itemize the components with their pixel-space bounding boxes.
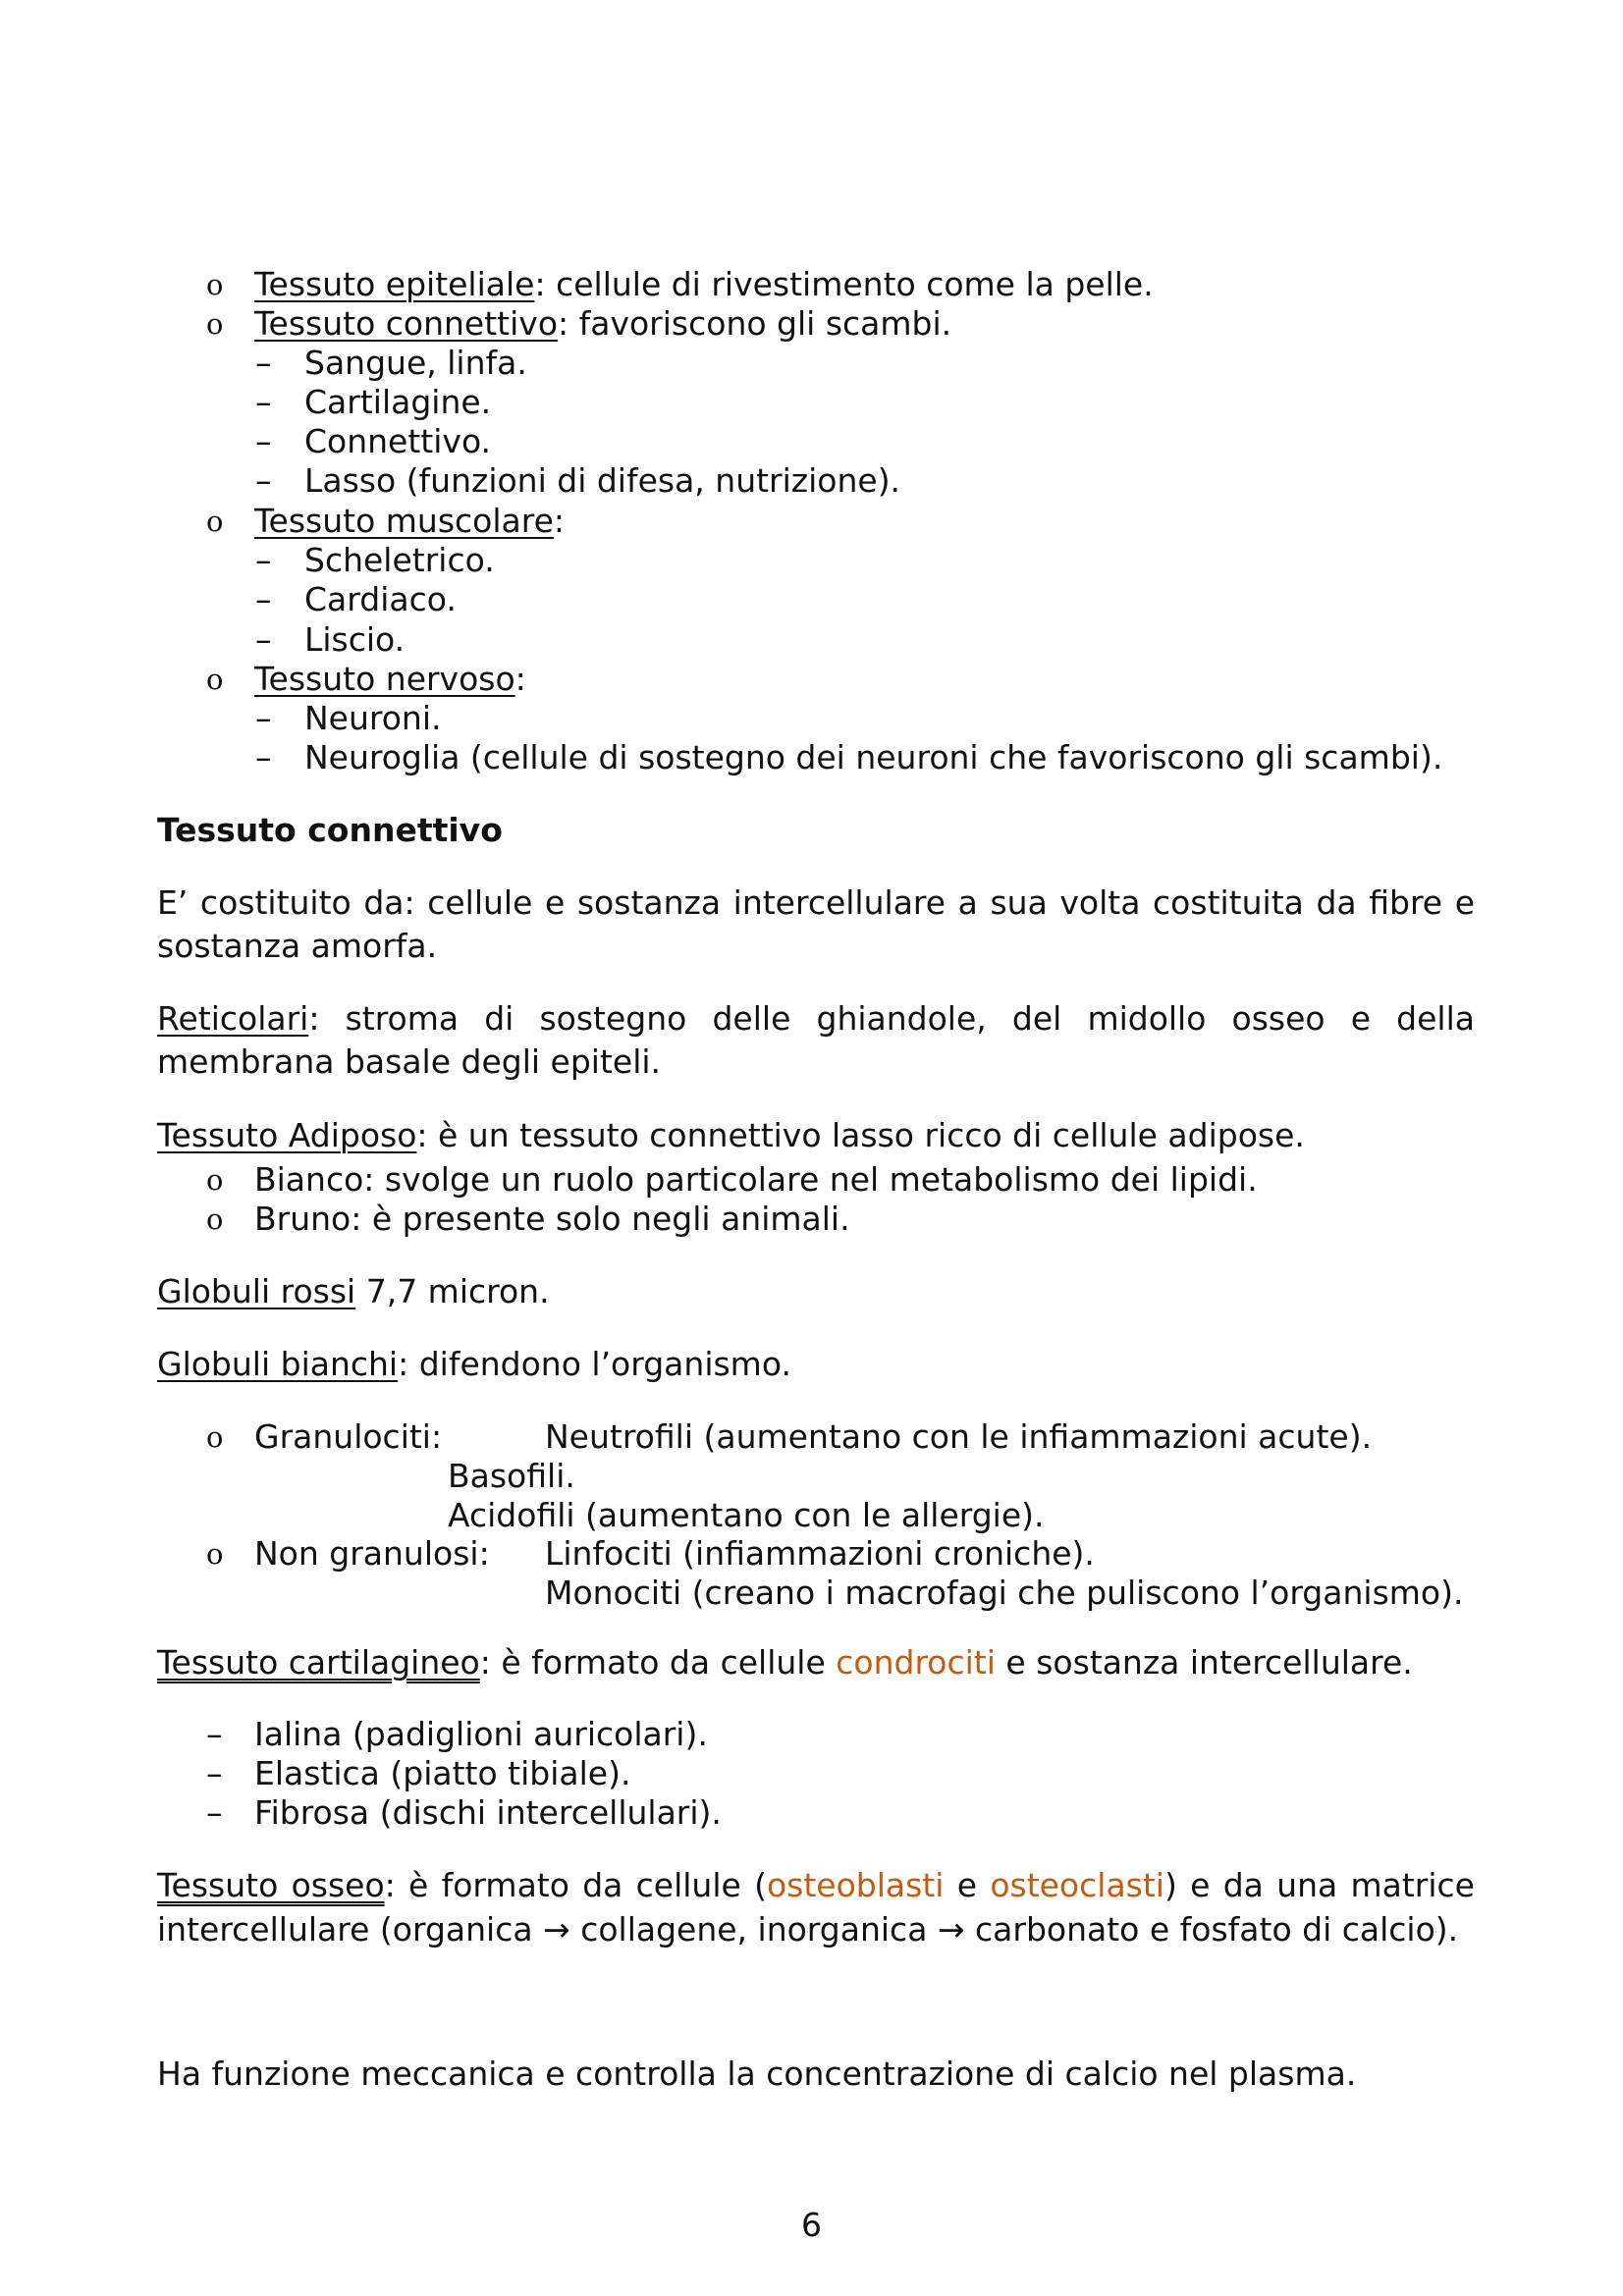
paragraph-line: E’ costituito da: cellule e sostanza intercellulare a sua volta costituita da fibre e [157, 883, 1475, 922]
sub-item: Cartilagine. [304, 383, 492, 421]
list-item: Bruno: è presente solo negli animali. [254, 1200, 850, 1238]
bullet: o [206, 268, 224, 301]
sub-item: Sangue, linfa. [304, 344, 527, 382]
list-item: Ialina (padiglioni auricolari). [254, 1715, 708, 1753]
paragraph-adiposo: Tessuto Adiposo: è un tessuto connettivo lasso ricco di cellule adipose. [157, 1116, 1305, 1154]
dash-bullet: – [255, 344, 272, 382]
dash-bullet: – [255, 738, 272, 776]
dash-bullet: – [206, 1715, 223, 1753]
list-item-nervoso: Tessuto nervoso: [254, 660, 526, 698]
sub-item: Scheletrico. [304, 541, 495, 579]
bullet: o [206, 307, 224, 341]
list-item: Fibrosa (dischi intercellulari). [254, 1793, 722, 1832]
granulociti-item: Neutrofili (aumentano con le infiammazioni acute). [545, 1417, 1373, 1456]
paragraph-osseo: Tessuto osseo: è formato da cellule (osteoblasti e osteoclasti) e da una matrice [157, 1866, 1475, 1904]
non-granulosi-label: Non granulosi: [254, 1534, 490, 1573]
bullet: o [206, 1163, 224, 1197]
bullet: o [206, 505, 224, 538]
dash-bullet: – [206, 1754, 223, 1792]
section-heading: Tessuto connettivo [157, 811, 503, 849]
non-granulosi-item: Monociti (creano i macrofagi che puliscono l’organismo). [545, 1574, 1464, 1612]
page-number: 6 [801, 2206, 822, 2244]
paragraph-line: membrana basale degli epiteli. [157, 1042, 662, 1081]
sub-item: Neuroni. [304, 699, 442, 737]
bullet: o [206, 1202, 224, 1236]
non-granulosi-item: Linfociti (infiammazioni croniche). [545, 1534, 1095, 1573]
bullet: o [206, 1420, 224, 1454]
list-item-epiteliale: Tessuto epiteliale: cellule di rivestimento come la pelle. [254, 265, 1154, 303]
bullet: o [206, 663, 224, 696]
dash-bullet: – [255, 620, 272, 659]
dash-bullet: – [255, 461, 272, 500]
sub-item: Connettivo. [304, 422, 492, 460]
granulociti-item: Basofili. [448, 1457, 575, 1495]
paragraph-cartilagineo: Tessuto cartilagineo: è formato da cellule condrociti e sostanza intercellulare. [157, 1643, 1413, 1682]
list-item: Elastica (piatto tibiale). [254, 1754, 631, 1792]
granulociti-item: Acidofili (aumentano con le allergie). [448, 1496, 1045, 1534]
paragraph-line: intercellulare (organica → collagene, inorganica → carbonato e fosfato di calcio). [157, 1910, 1459, 1949]
paragraph-line: sostanza amorfa. [157, 927, 438, 965]
paragraph-globuli-rossi: Globuli rossi 7,7 micron. [157, 1272, 550, 1310]
list-item-connettivo: Tessuto connettivo: favoriscono gli scambi. [254, 304, 952, 343]
sub-item: Lasso (funzioni di difesa, nutrizione). [304, 461, 901, 500]
dash-bullet: – [255, 580, 272, 618]
dash-bullet: – [255, 541, 272, 579]
sub-item: Cardiaco. [304, 580, 457, 618]
dash-bullet: – [255, 383, 272, 421]
list-item: Bianco: svolge un ruolo particolare nel metabolismo dei lipidi. [254, 1160, 1258, 1199]
dash-bullet: – [206, 1793, 223, 1832]
paragraph-reticolari: Reticolari: stroma di sostegno delle ghiandole, del midollo osseo e della [157, 999, 1475, 1038]
paragraph-globuli-bianchi: Globuli bianchi: difendono l’organismo. [157, 1345, 791, 1383]
dash-bullet: – [255, 699, 272, 737]
dash-bullet: – [255, 422, 272, 460]
sub-item: Liscio. [304, 620, 406, 659]
sub-item: Neuroglia (cellule di sostegno dei neuroni che favoriscono gli scambi). [304, 738, 1443, 776]
list-item-muscolare: Tessuto muscolare: [254, 502, 566, 540]
paragraph-funzione: Ha funzione meccanica e controlla la concentrazione di calcio nel plasma. [157, 2055, 1357, 2093]
granulociti-label: Granulociti: [254, 1417, 443, 1456]
bullet: o [206, 1537, 224, 1571]
